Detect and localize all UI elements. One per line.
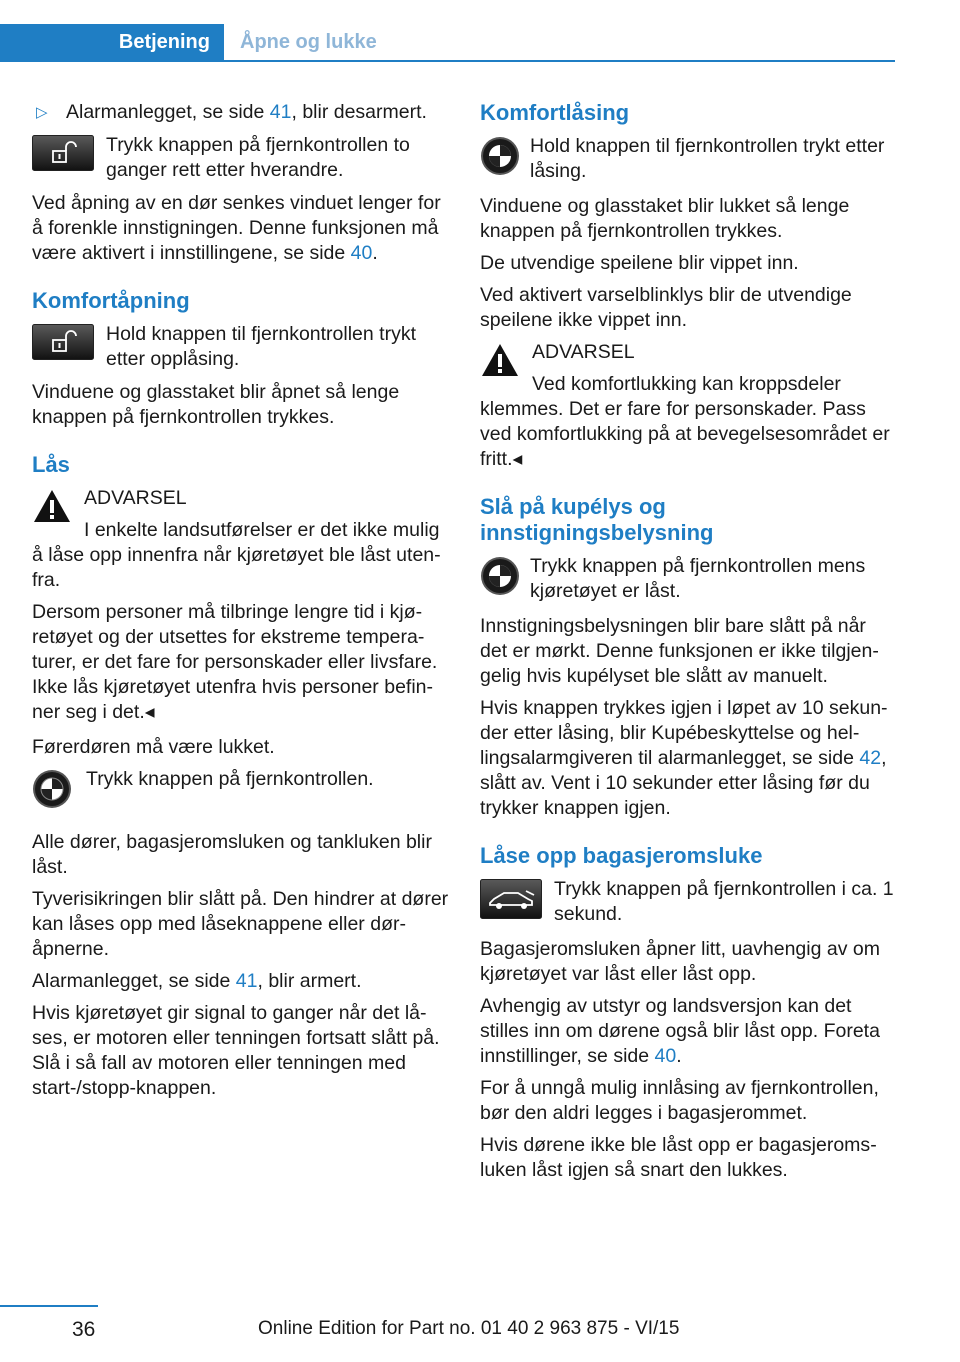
instruction-text: Hold knappen til fjernkontrollen trykt etter låsing.: [530, 135, 885, 182]
paragraph: Hvis knappen trykkes igjen i løpet av 10 sekunder etter låsing, blir Kupébeskyttelse og hellingsalarmgiveren til alarmanlegget, se side 42, slått av. Vent i 10 sekunder etter låsing før du trykker knappen igjen.: [480, 697, 888, 819]
page-ref-link[interactable]: 40: [654, 1045, 677, 1067]
paragraph: Avhengig av utstyr og landsversjon kan det stilles inn om dørene også blir låst opp. Foreta innstillinger, se side 40.: [480, 995, 880, 1067]
section-tab[interactable]: Åpne og lukke: [240, 30, 377, 53]
section-title-trunk: Låse opp bagasjeromsluke: [480, 843, 763, 868]
paragraph: Alarmanlegget, se side 41, blir armert.: [32, 970, 362, 992]
bmw-logo-key-icon: [32, 769, 72, 816]
unlock-key-icon: [32, 324, 94, 367]
light-instruction: [480, 554, 898, 604]
warning-block: [480, 340, 898, 472]
bmw-logo-key-icon: [480, 136, 520, 183]
instruction-text: Trykk knappen på fjernkontrollen mens kjøretøyet er låst.: [530, 555, 866, 602]
warning-triangle-icon: [32, 488, 72, 531]
paragraph: Førerdøren må være lukket.: [32, 736, 275, 758]
section-title-komfortlasing: Komfortlåsing: [480, 100, 630, 125]
section-title-las: Lås: [32, 452, 70, 477]
header-rule: [0, 60, 895, 62]
instruction-text: Trykk knappen på fjernkontrollen i ca. 1 sekund.: [554, 878, 894, 925]
lock-press-instruction: [32, 767, 450, 816]
warning-text: I enkelte landsutførelser er det ikke mulig å låse opp innenfra når kjøretøyet ble låst utenfra.: [32, 519, 441, 591]
warning-label: ADVARSEL: [532, 341, 635, 363]
bullet-item: [32, 100, 450, 125]
bullet-text: Alarmanlegget, se side 41, blir desarmert.: [66, 101, 427, 123]
warning-label: ADVARSEL: [84, 487, 187, 509]
page-number: 36: [72, 1318, 96, 1341]
page-ref-link[interactable]: 41: [269, 101, 292, 123]
instruction-text: Hold knappen til fjernkontrollen trykt etter opplåsing.: [106, 323, 416, 370]
paragraph: Hvis kjøretøyet gir signal to ganger når det låses, er motoren eller tenningen fortsatt slått på. Slå i så fall av motoren eller tenningen med start-/stopp-knappen.: [32, 1002, 440, 1099]
warning-block: [32, 486, 450, 593]
warning-triangle-icon: [480, 342, 520, 385]
komfortapning-instruction: [32, 322, 450, 372]
paragraph: Vinduene og glasstaket blir åpnet så lenge knappen på fjernkontrollen trykkes.: [32, 381, 400, 428]
section-title-komfortapning: Komfortåpning: [32, 288, 190, 313]
right-column: [480, 100, 898, 1190]
left-column: [32, 100, 450, 1108]
page-ref-link[interactable]: 42: [859, 747, 882, 769]
page-ref-link[interactable]: 40: [350, 242, 373, 264]
triangle-bullet-icon: ▷: [36, 104, 48, 121]
chapter-tab[interactable]: Betjening: [0, 24, 224, 60]
paragraph: Ved åpning av en dør senkes vinduet lenger for å forenkle innstigningen. Denne funksjonen må være aktivert i innstillingene, se side 40.: [32, 192, 441, 264]
unlock-press-instruction: [32, 133, 450, 183]
paragraph: Hvis dørene ikke ble låst opp er bagasjeromsluken låst igjen så snart den lukkes.: [480, 1134, 877, 1181]
komfortlasing-instruction: [480, 134, 898, 184]
paragraph: Dersom personer må tilbringe lengre tid i kjøretøyet og der utsettes for ekstreme temperaturer, er det fare for personskader eller livsfare. Ikke lås kjøretøyet utenfra hvis personer befinner seg i det.◂: [32, 601, 438, 723]
paragraph: Vinduene og glasstaket blir lukket så lenge knappen på fjernkontrollen trykkes.: [480, 195, 850, 242]
section-title-lights: Slå på kupélys og innstigningsbelysning: [480, 494, 714, 545]
page-ref-link[interactable]: 41: [235, 970, 258, 992]
paragraph: De utvendige speilene blir vippet inn.: [480, 252, 799, 274]
paragraph: For å unngå mulig innlåsing av fjernkontrollen, bør den aldri legges i bagasjerommet.: [480, 1077, 879, 1124]
page-header: [0, 0, 960, 62]
paragraph: Alle dører, bagasjeromsluken og tankluken blir låst.: [32, 831, 432, 878]
footer-rule: [0, 1305, 98, 1307]
instruction-text: Trykk knappen på fjernkontrollen.: [86, 768, 374, 790]
paragraph: Tyverisikringen blir slått på. Den hindrer at dører kan låses opp med låseknappene eller døråpnerne.: [32, 888, 449, 960]
bmw-logo-key-icon: [480, 556, 520, 603]
edition-line: Online Edition for Part no. 01 40 2 963 875 - VI/15: [258, 1318, 680, 1339]
paragraph: Innstigningsbelysningen blir bare slått på når det er mørkt. Denne funksjonen er ikke tilgjengelig hvis kupélyset ble slått av manuelt.: [480, 615, 879, 687]
trunk-car-icon: [480, 879, 542, 926]
warning-text: Ved komfortlukking kan kroppsdeler klemmes. Det er fare for personskader. Pass ved komfortlukking på at bevegelsesområdet er fritt.◂: [480, 373, 890, 470]
instruction-text: Trykk knappen på fjernkontrollen to ganger rett etter hverandre.: [106, 134, 410, 181]
paragraph: Ved aktivert varselblinklys blir de utvendige speilene ikke vippet inn.: [480, 284, 852, 331]
trunk-instruction: [480, 877, 898, 927]
paragraph: Bagasjeromsluken åpner litt, uavhengig av om kjøretøyet var låst eller låst opp.: [480, 938, 880, 985]
unlock-key-icon: [32, 135, 94, 178]
